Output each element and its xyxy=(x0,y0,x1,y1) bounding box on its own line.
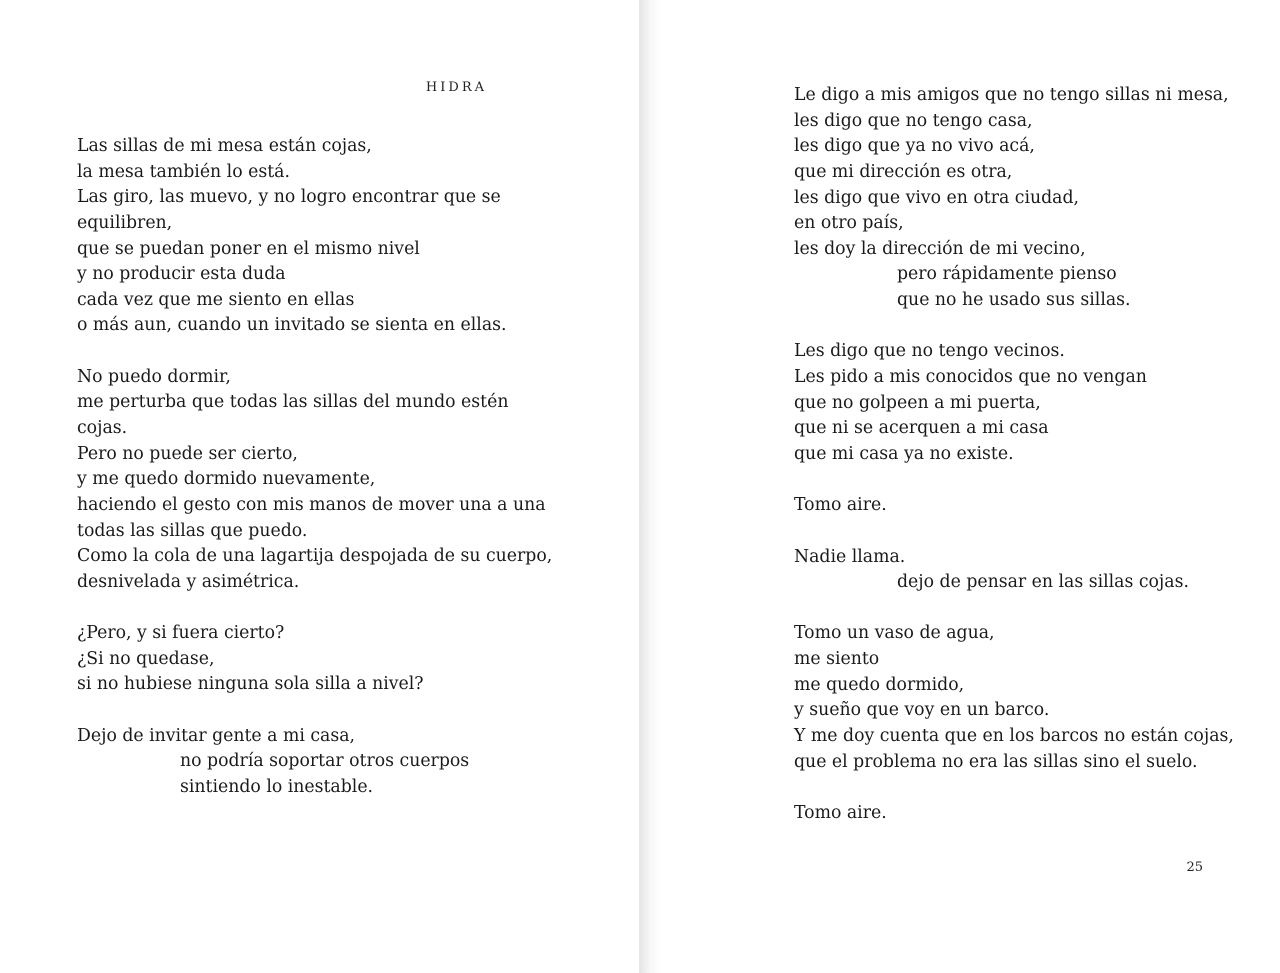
poem-line: les doy la dirección de mi vecino, xyxy=(794,238,1086,259)
poem-line: me perturba que todas las sillas del mundo estén xyxy=(77,392,509,413)
stanza-break xyxy=(77,339,552,365)
poem-line: la mesa también lo está. xyxy=(77,161,290,182)
poem-line: cojas. xyxy=(77,418,128,439)
poem-line: Tomo aire. xyxy=(794,802,887,823)
poem-line: que ni se acerquen a mi casa xyxy=(794,418,1049,439)
poem-line: ¿Pero, y si fuera cierto? xyxy=(77,623,285,644)
poem-line: dejo de pensar en las sillas cojas. xyxy=(897,572,1189,593)
poem-line: cada vez que me siento en ellas xyxy=(77,289,355,310)
poem-line: que el problema no era las sillas sino el suelo. xyxy=(794,751,1198,772)
poem-line: todas las sillas que puedo. xyxy=(77,520,308,541)
poem-line: que no golpeen a mi puerta, xyxy=(794,392,1041,413)
poem-line: Las sillas de mi mesa están cojas, xyxy=(77,136,372,156)
poem-line: que se puedan poner en el mismo nivel xyxy=(77,238,420,259)
right-page xyxy=(640,0,1280,973)
poem-line: les digo que no tengo casa, xyxy=(794,110,1033,131)
poem-line: que mi dirección es otra, xyxy=(794,161,1013,182)
stanza-break xyxy=(77,596,552,622)
poem-right xyxy=(794,83,1234,827)
poem-line: o más aun, cuando un invitado se sienta en ellas. xyxy=(77,315,507,336)
poem-line: pero rápidamente pienso xyxy=(897,264,1117,285)
poem-line: en otro país, xyxy=(794,213,904,234)
poem-line: me quedo dormido, xyxy=(794,674,965,695)
poem-line: Tomo aire. xyxy=(794,495,887,516)
stanza-break xyxy=(794,775,1234,801)
poem-line: les digo que ya no vivo acá, xyxy=(794,136,1035,157)
poem-line: me siento xyxy=(794,649,880,670)
poem-line: si no hubiese ninguna sola silla a nivel? xyxy=(77,674,424,695)
poem-line: Le digo a mis amigos que no tengo sillas ni mesa, xyxy=(794,85,1229,105)
running-head: HIDRA xyxy=(425,80,487,95)
gutter-line xyxy=(639,0,640,973)
stanza-break xyxy=(794,596,1234,622)
poem-line: ¿Si no quedase, xyxy=(77,648,215,669)
page-number: 25 xyxy=(1186,860,1203,875)
poem-line: que mi casa ya no existe. xyxy=(794,443,1014,464)
poem-line: equilibren, xyxy=(77,212,173,233)
poem-line: Pero no puede ser cierto, xyxy=(77,443,298,464)
poem-line: Las giro, las muevo, y no logro encontrar que se xyxy=(77,187,501,208)
poem-line: les digo que vivo en otra ciudad, xyxy=(794,187,1080,208)
poem-line: y no producir esta duda xyxy=(77,264,286,285)
poem-line: No puedo dormir, xyxy=(77,366,231,387)
poem-line: Nadie llama. xyxy=(794,546,906,567)
poem-line: que no he usado sus sillas. xyxy=(897,290,1131,311)
stanza-break xyxy=(794,519,1234,545)
poem-line: Tomo un vaso de agua, xyxy=(794,623,995,644)
poem-line: desnivelada y asimétrica. xyxy=(77,571,300,592)
stanza-break xyxy=(794,468,1234,494)
stanza-break xyxy=(794,314,1234,340)
poem-line: y me quedo dormido nuevamente, xyxy=(77,469,376,490)
poem-line: Y me doy cuenta que en los barcos no están cojas, xyxy=(794,726,1234,747)
poem-line: haciendo el gesto con mis manos de mover una a una xyxy=(77,494,546,515)
poem-line: sintiendo lo inestable. xyxy=(180,777,374,798)
poem-line: Les digo que no tengo vecinos. xyxy=(794,341,1065,362)
poem-line: no podría soportar otros cuerpos xyxy=(180,751,470,772)
stanza-break xyxy=(77,698,552,724)
poem-line: Dejo de invitar gente a mi casa, xyxy=(77,725,356,746)
poem-line: y sueño que voy en un barco. xyxy=(794,700,1050,721)
poem-left xyxy=(77,134,552,801)
poem-line: Les pido a mis conocidos que no vengan xyxy=(794,367,1147,388)
poem-line: Como la cola de una lagartija despojada de su cuerpo, xyxy=(77,546,553,567)
